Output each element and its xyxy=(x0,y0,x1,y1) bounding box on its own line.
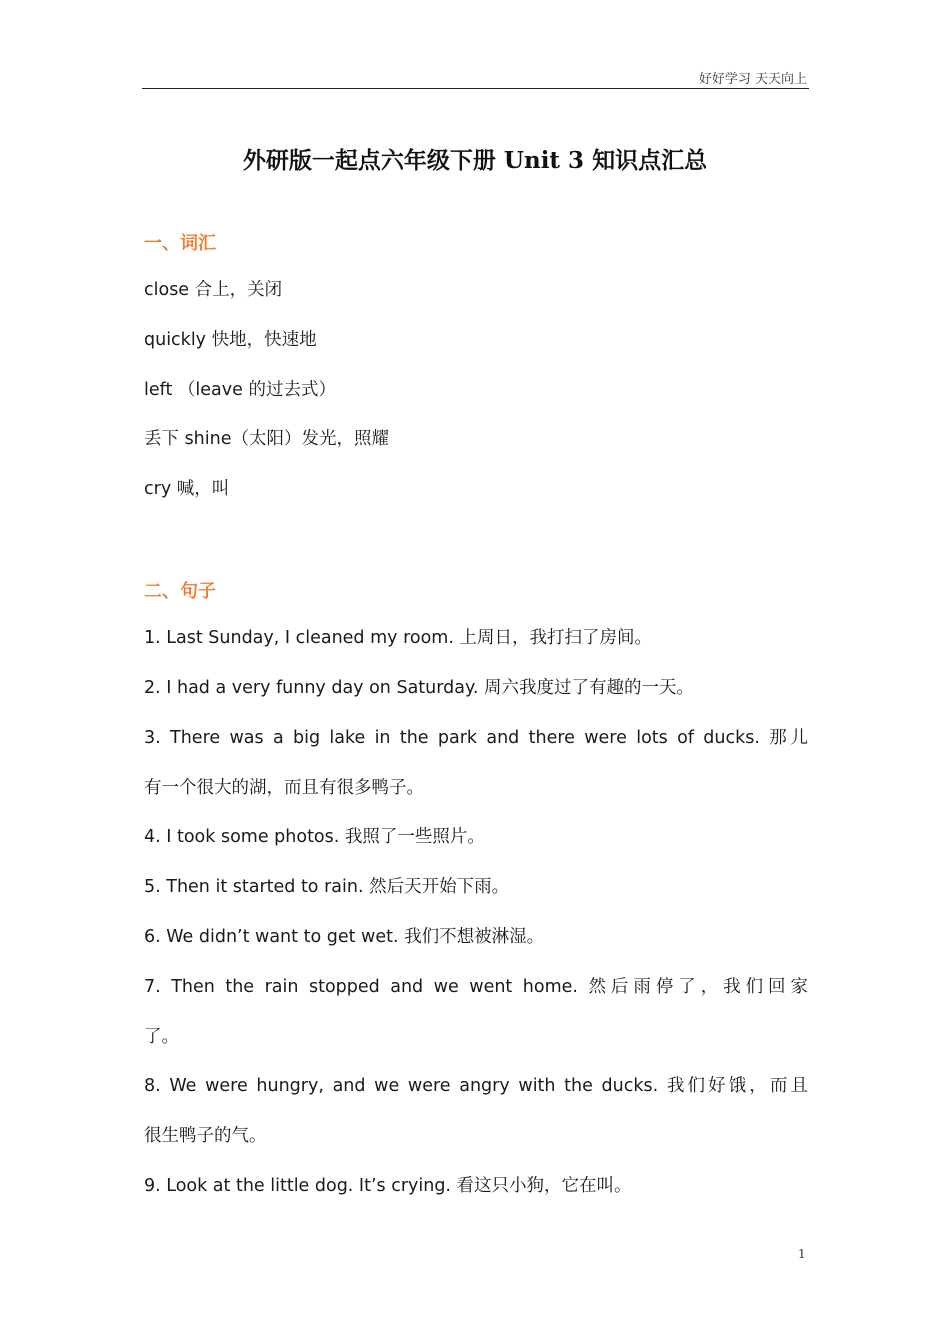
vocab-item: left （leave 的过去式） xyxy=(144,380,336,400)
sentence-line: 8. We were hungry, and we were angry with the ducks. 我们好饿，而且 xyxy=(144,1076,808,1096)
vocab-item: 丢下 shine（太阳）发光，照耀 xyxy=(144,429,389,449)
sentence-heading: 二、句子 xyxy=(144,581,216,602)
sentence-line: 1. Last Sunday, I cleaned my room. 上周日，我打扫了房间。 xyxy=(144,628,652,648)
sentence-line: 很生鸭子的气。 xyxy=(144,1126,267,1146)
vocab-item: cry 喊，叫 xyxy=(144,479,230,499)
sentence-line: 9. Look at the little dog. It’s crying. 看这只小狗，它在叫。 xyxy=(144,1176,632,1196)
document-title: 外研版一起点六年级下册 Unit 3 知识点汇总 xyxy=(242,147,708,174)
sentence-line: 7. Then the rain stopped and we went home. 然后雨停了，我们回家 xyxy=(144,977,808,997)
vocab-item: close 合上，关闭 xyxy=(144,280,283,300)
sentence-line: 5. Then it started to rain. 然后天开始下雨。 xyxy=(144,877,510,897)
header-motto: 好好学习 天天向上 xyxy=(698,72,807,87)
sentence-line: 3. There was a big lake in the park and there were lots of ducks. 那儿 xyxy=(144,728,808,748)
sentence-line: 6. We didn’t want to get wet. 我们不想被淋湿。 xyxy=(144,927,545,947)
sentence-line: 有一个很大的湖，而且有很多鸭子。 xyxy=(144,778,424,798)
vocab-heading: 一、词汇 xyxy=(144,233,216,254)
vocab-item: quickly 快地，快速地 xyxy=(144,330,317,350)
sentence-line: 了。 xyxy=(144,1027,179,1047)
sentence-line: 2. I had a very funny day on Saturday. 周六我度过了有趣的一天。 xyxy=(144,678,694,698)
page-number: 1 xyxy=(798,1247,806,1261)
sentence-line: 4. I took some photos. 我照了一些照片。 xyxy=(144,827,485,847)
header-rule xyxy=(142,88,809,89)
